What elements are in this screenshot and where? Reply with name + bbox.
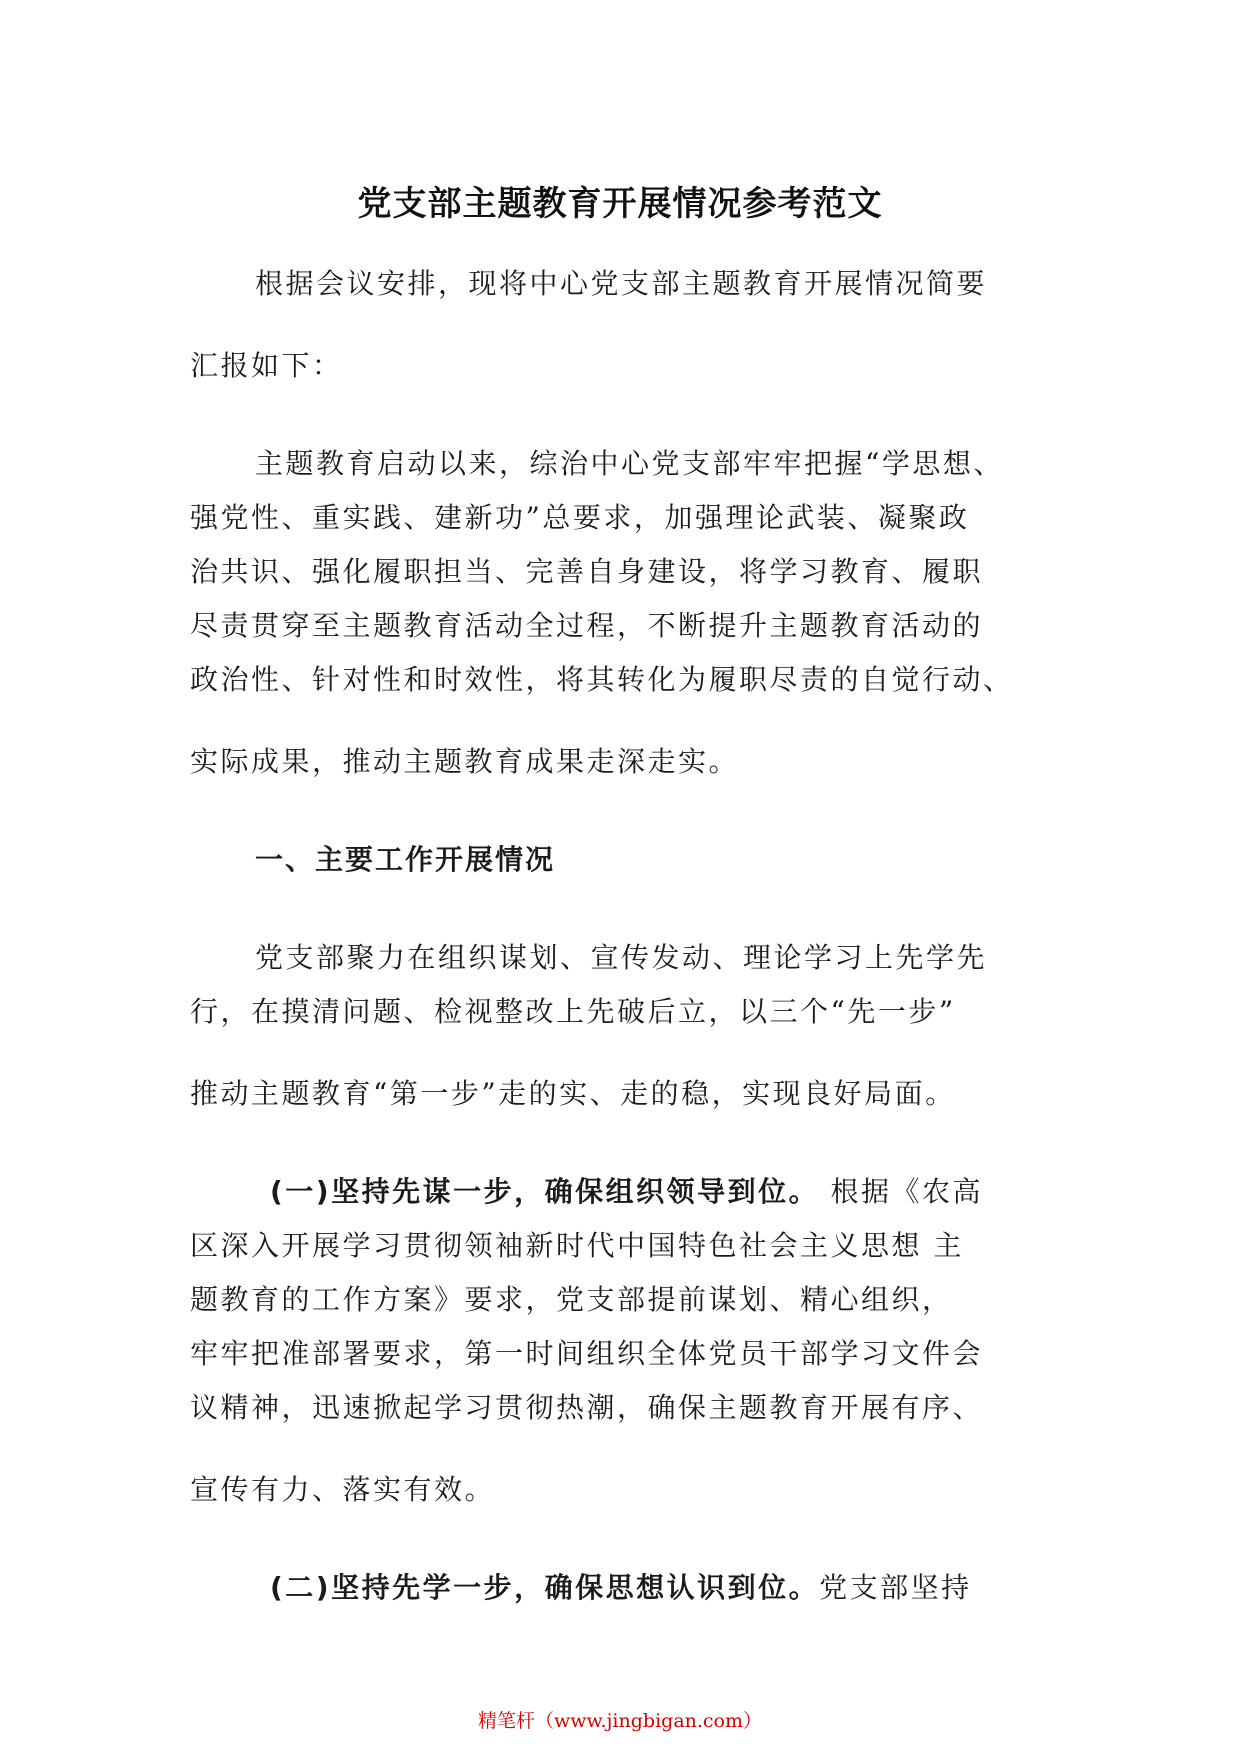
item-first-line	[270, 1570, 1070, 1606]
paragraph-line: 根据会议安排，现将中心党支部主题教育开展情况简要	[255, 267, 988, 300]
item-bold-lead: (一)坚持先谋一步，确保组织领导到位。	[270, 1175, 820, 1208]
paragraph-line: 强党性、重实践、建新功”总要求，加强理论武装、凝聚政	[190, 501, 970, 534]
item-text: 根据《农高	[819, 1175, 984, 1208]
paragraph-line: 区深入开展学习贯彻领袖新时代中国特色社会主义思想 主	[190, 1229, 964, 1262]
paragraph-line: 行，在摸清问题、检视整改上先破后立，以三个“先一步”	[190, 995, 956, 1028]
paragraph-line: 推动主题教育“第一步”走的实、走的稳，实现良好局面。	[190, 1077, 956, 1110]
item-first-line	[270, 1174, 1070, 1210]
footer-watermark: 精笔杆（www.jingbigan.com）	[477, 1710, 763, 1732]
item-text: 党支部坚持	[819, 1571, 972, 1604]
paragraph-line: 政治性、针对性和时效性，将其转化为履职尽责的自觉行动、	[190, 663, 1014, 696]
paragraph-line: 宣传有力、落实有效。	[190, 1473, 496, 1506]
paragraph-line: 汇报如下：	[190, 349, 343, 382]
paragraph-line: 主题教育启动以来，综治中心党支部牢牢把握“学思想、	[255, 447, 1004, 480]
paragraph-line: 尽责贯穿至主题教育活动全过程，不断提升主题教育活动的	[190, 609, 984, 642]
item-bold-lead: (二)坚持先学一步，确保思想认识到位。	[270, 1571, 820, 1604]
paragraph-line: 实际成果，推动主题教育成果走深走实。	[190, 745, 740, 778]
paragraph-line: 议精神，迅速掀起学习贯彻热潮，确保主题教育开展有序、	[190, 1391, 984, 1424]
section-heading: 一、主要工作开展情况	[255, 843, 556, 876]
document-title: 党支部主题教育开展情况参考范文	[357, 184, 883, 224]
paragraph-line: 牢牢把准部署要求，第一时间组织全体党员干部学习文件会	[190, 1337, 984, 1370]
paragraph-line: 题教育的工作方案》要求，党支部提前谋划、精心组织，	[190, 1283, 953, 1316]
paragraph-line: 党支部聚力在组织谋划、宣传发动、理论学习上先学先	[255, 941, 988, 974]
paragraph-line: 治共识、强化履职担当、完善自身建设，将学习教育、履职	[190, 555, 984, 588]
